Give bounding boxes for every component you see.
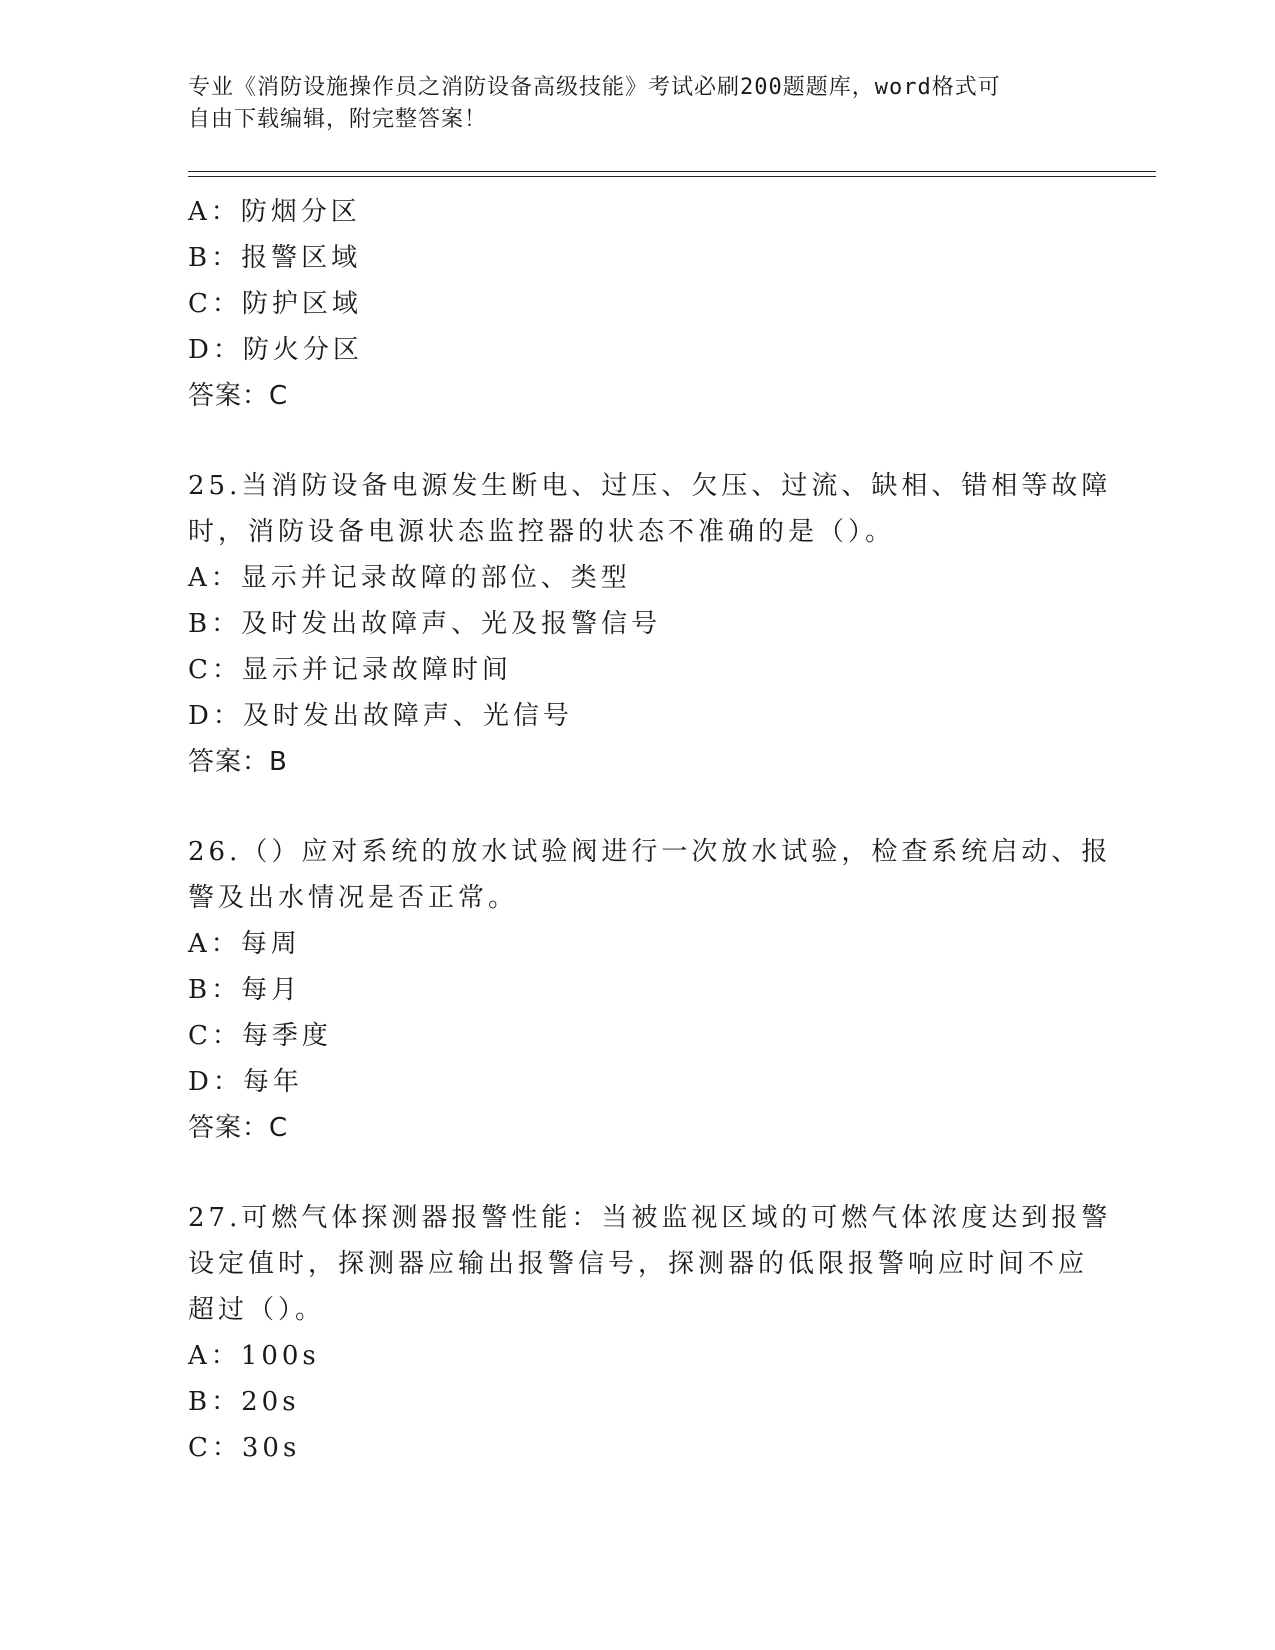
option-a: A：显示并记录故障的部位、类型 [188, 563, 631, 593]
question-24-tail [188, 189, 1088, 419]
option-b: B：报警区域 [188, 243, 362, 273]
option-c: C：每季度 [188, 1021, 332, 1051]
option-b: B：每月 [188, 975, 302, 1005]
question-stem: 设定值时，探测器应输出报警信号，探测器的低限报警响应时间不应 [188, 1249, 1089, 1279]
option-b: B：及时发出故障声、光及报警信号 [188, 609, 662, 639]
header-rule-top [188, 171, 1156, 172]
header-line-2: 自由下载编辑，附完整答案！ [188, 107, 488, 132]
question-content [188, 189, 1112, 1471]
option-a: A：防烟分区 [188, 197, 361, 227]
option-d: D：及时发出故障声、光信号 [188, 701, 573, 731]
option-c: C：防护区域 [188, 289, 362, 319]
header-rule-bottom [188, 176, 1156, 177]
question-25 [188, 463, 1112, 785]
answer: 答案：B [188, 747, 288, 777]
question-27 [188, 1195, 1112, 1471]
option-c: C：30s [188, 1433, 301, 1463]
option-d: D：每年 [188, 1067, 303, 1097]
question-stem: 27.可燃气体探测器报警性能：当被监视区域的可燃气体浓度达到报警 [188, 1203, 1112, 1233]
question-stem: 26.（）应对系统的放水试验阀进行一次放水试验，检查系统启动、报 [188, 837, 1112, 867]
question-26 [188, 829, 1112, 1151]
option-d: D：防火分区 [188, 335, 363, 365]
header-line-1: 专业《消防设施操作员之消防设备高级技能》考试必刷200题题库，word格式可 [188, 75, 1001, 100]
option-a: A：每周 [188, 929, 301, 959]
question-stem: 25.当消防设备电源发生断电、过压、欠压、过流、缺相、错相等故障 [188, 471, 1112, 501]
option-a: A：100s [188, 1341, 320, 1371]
question-stem: 警及出水情况是否正常。 [188, 883, 519, 913]
question-stem: 时，消防设备电源状态监控器的状态不准确的是（）。 [188, 517, 896, 547]
answer: 答案：C [188, 1113, 289, 1143]
option-c: C：显示并记录故障时间 [188, 655, 512, 685]
answer: 答案：C [188, 381, 289, 411]
document-header [188, 72, 1068, 136]
option-b: B：20s [188, 1387, 300, 1417]
question-stem: 超过（）。 [188, 1295, 326, 1325]
